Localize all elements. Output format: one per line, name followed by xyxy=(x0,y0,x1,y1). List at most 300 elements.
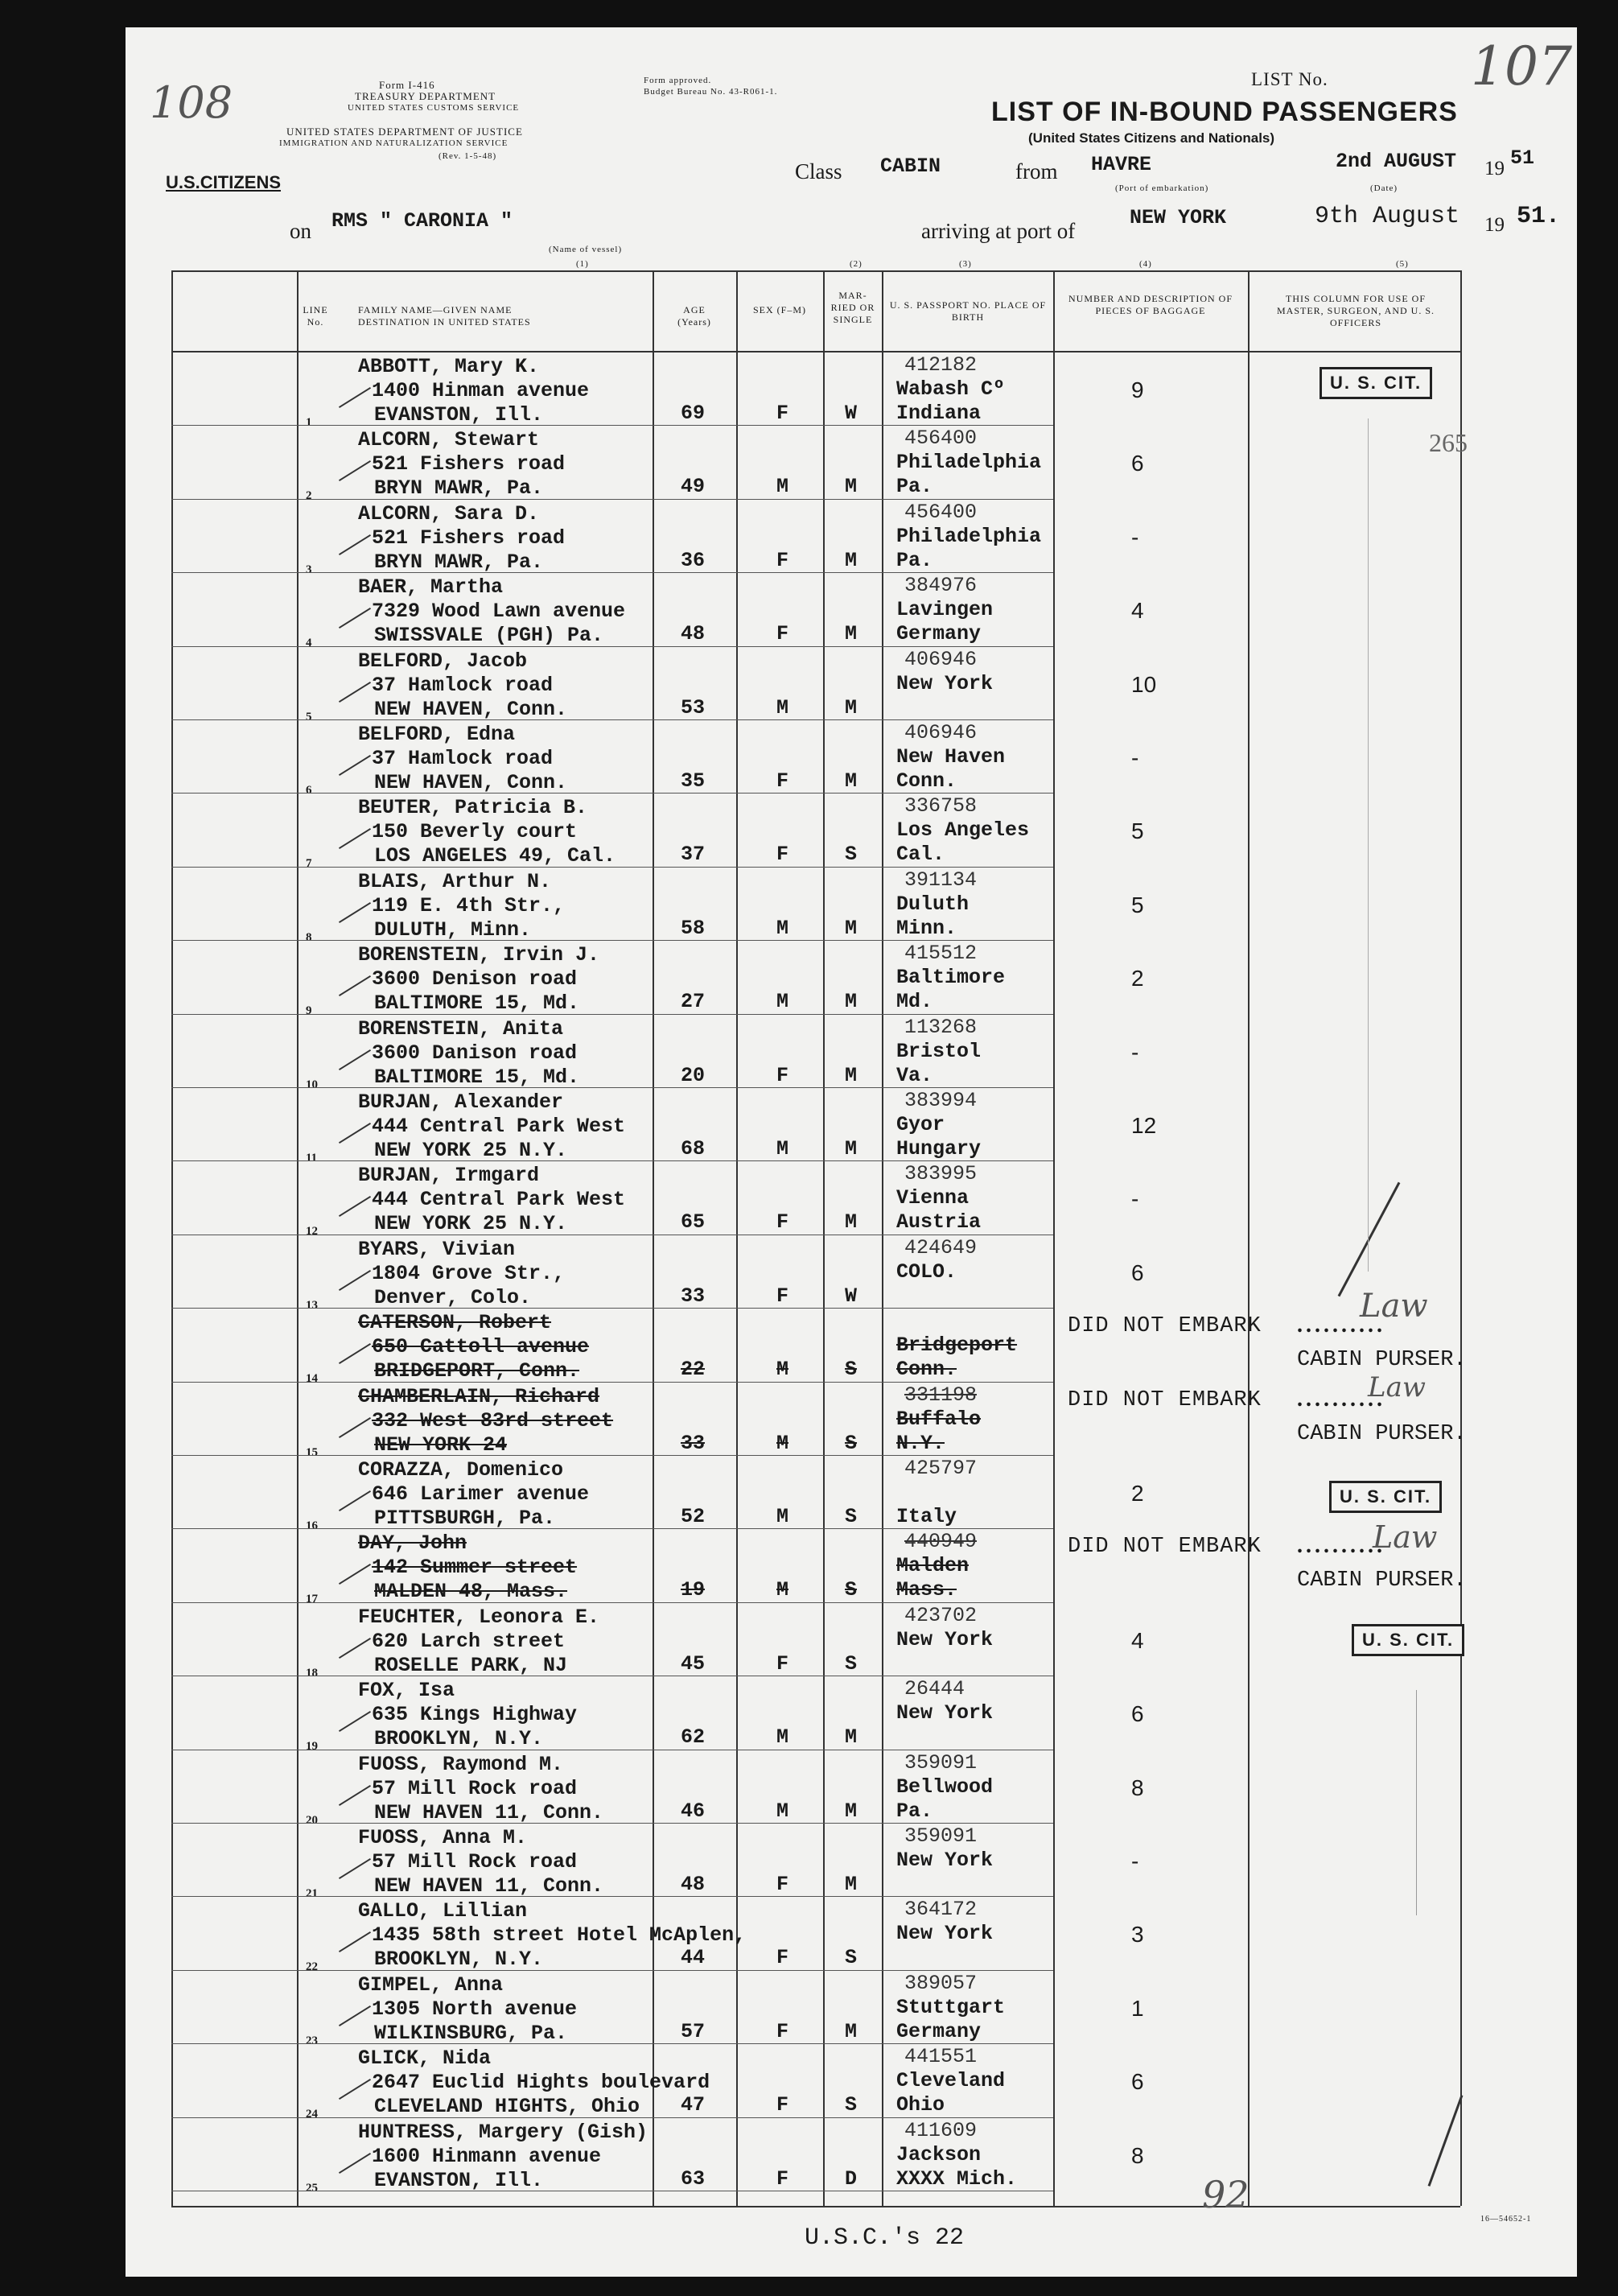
passenger-sex: M xyxy=(776,1137,789,1160)
passport-number: 440949 xyxy=(904,1530,978,1554)
line-number: 10 xyxy=(306,1078,318,1091)
leader-dots: .......... xyxy=(1297,1386,1385,1412)
passenger-age: 33 xyxy=(681,1284,706,1308)
birth-region: Hungary xyxy=(896,1137,982,1160)
marital-status: S xyxy=(845,1578,858,1602)
passenger-address: 646 Larimer avenue xyxy=(372,1482,590,1506)
passport-number: 415512 xyxy=(904,942,978,966)
passenger-city: PITTSBURGH, Pa. xyxy=(374,1507,556,1530)
passenger-name: FOX, Isa xyxy=(358,1679,455,1703)
passenger-address: 119 E. 4th Str., xyxy=(372,893,566,917)
passenger-sex: M xyxy=(776,1799,789,1823)
marital-status: S xyxy=(845,1358,858,1382)
passenger-sex: F xyxy=(776,1946,789,1970)
passenger-name: BORENSTEIN, Anita xyxy=(358,1016,564,1041)
passenger-address: 1804 Grove Str., xyxy=(372,1261,566,1285)
marital-status: M xyxy=(845,1210,858,1235)
passport-number: 331198 xyxy=(904,1383,978,1407)
marital-status: M xyxy=(845,916,858,940)
passenger-sex: M xyxy=(776,475,789,499)
arriving-label: arriving at port of xyxy=(921,219,1076,243)
baggage-count: 4 xyxy=(1131,1627,1144,1653)
row-separator xyxy=(171,1382,1053,1383)
passenger-address: 521 Fishers road xyxy=(372,452,566,476)
passenger-city: BALTIMORE 15, Md. xyxy=(374,1065,580,1089)
passenger-sex: M xyxy=(776,990,789,1014)
department-of-justice: UNITED STATES DEPARTMENT OF JUSTICE xyxy=(286,126,523,138)
marital-status: M xyxy=(845,695,858,719)
passenger-age: 35 xyxy=(681,769,706,793)
birth-region: Austria xyxy=(896,1210,982,1235)
birth-place: Bristol xyxy=(896,1039,982,1063)
marital-status: M xyxy=(845,1137,858,1160)
officer-pen-stroke xyxy=(1368,418,1369,1272)
from-label: from xyxy=(1015,159,1058,183)
birth-place: Cleveland xyxy=(896,2069,1006,2093)
birth-region: Va. xyxy=(896,1063,933,1087)
passport-number: 411609 xyxy=(904,2118,978,2142)
passenger-age: 58 xyxy=(681,916,706,940)
birth-region: Pa. xyxy=(896,475,933,499)
column-header-baggage: NUMBER AND DESCRIPTION OF PIECES OF BAGGAGE xyxy=(1068,293,1233,316)
baggage-count: 2 xyxy=(1131,966,1144,991)
row-separator xyxy=(171,1602,1053,1603)
line-number: 5 xyxy=(306,710,312,723)
birth-region: Ohio xyxy=(896,2093,945,2117)
passenger-city: BALTIMORE 15, Md. xyxy=(374,991,580,1016)
cabin-purser-signature: CABIN PURSER. xyxy=(1297,1348,1467,1373)
col-number-5: (5) xyxy=(1396,259,1409,269)
passenger-age: 62 xyxy=(681,1725,706,1750)
birth-place: Wabash Cº xyxy=(896,377,1006,401)
passport-number: 391134 xyxy=(904,868,978,892)
line-number: 9 xyxy=(306,1004,312,1018)
column-header-age: AGE (Years) xyxy=(677,304,711,328)
col-divider-passport xyxy=(882,270,883,2206)
passenger-address: 150 Beverly court xyxy=(372,820,578,844)
passenger-name: BURJAN, Irmgard xyxy=(358,1164,540,1188)
line-number: 16 xyxy=(306,1519,318,1532)
marital-status: S xyxy=(845,1431,858,1455)
passenger-age: 36 xyxy=(681,548,706,572)
passenger-age: 47 xyxy=(681,2093,706,2117)
baggage-count: 5 xyxy=(1131,818,1144,844)
birth-region: Pa. xyxy=(896,1799,933,1823)
passenger-age: 20 xyxy=(681,1063,706,1087)
birth-place: Jackson xyxy=(896,2142,982,2166)
passenger-city: BRYN MAWR, Pa. xyxy=(374,550,544,574)
marital-status: M xyxy=(845,1725,858,1750)
passport-number: 383994 xyxy=(904,1089,978,1112)
passenger-age: 48 xyxy=(681,622,706,646)
passenger-sex: F xyxy=(776,843,789,867)
passenger-name: CATERSON, Robert xyxy=(358,1311,552,1335)
birth-place: Lavingen xyxy=(896,598,994,622)
did-not-embark-note: DID NOT EMBARK xyxy=(1068,1314,1262,1339)
passenger-sex: M xyxy=(776,1725,789,1750)
marital-status: S xyxy=(845,1651,858,1676)
col-divider-married xyxy=(823,270,825,2206)
row-separator xyxy=(171,1896,1053,1897)
budget-bureau: Budget Bureau No. 43-R061-1. xyxy=(644,87,778,97)
passport-number: 336758 xyxy=(904,794,978,818)
birth-region: Minn. xyxy=(896,916,957,940)
passenger-age: 45 xyxy=(681,1651,706,1676)
passenger-city: DULUTH, Minn. xyxy=(374,917,532,942)
passenger-city: WILKINSBURG, Pa. xyxy=(374,2021,568,2045)
line-number: 14 xyxy=(306,1372,318,1386)
passenger-address: 444 Central Park West xyxy=(372,1115,626,1138)
passenger-sex: F xyxy=(776,402,789,425)
passenger-name: GLICK, Nida xyxy=(358,2047,492,2071)
did-not-embark-note: DID NOT EMBARK xyxy=(1068,1387,1262,1412)
passenger-name: BAER, Martha xyxy=(358,575,504,600)
passenger-age: 53 xyxy=(681,695,706,719)
passenger-sex: F xyxy=(776,1063,789,1087)
line-number: 11 xyxy=(306,1152,318,1164)
birth-region: Conn. xyxy=(896,1358,957,1382)
arrival-year: 51. xyxy=(1517,203,1561,230)
row-separator xyxy=(171,1308,1053,1309)
birth-place: Stuttgart xyxy=(896,1995,1006,2019)
passenger-sex: M xyxy=(776,916,789,940)
passenger-address: 332 West 83rd street xyxy=(372,1408,614,1432)
passenger-city: Denver, Colo. xyxy=(374,1285,532,1309)
passenger-city: NEW HAVEN 11, Conn. xyxy=(374,1800,604,1824)
passenger-sex: F xyxy=(776,2166,789,2191)
form-number: Form I-416 xyxy=(379,79,435,91)
bottom-scribble: 92 xyxy=(1202,2173,1250,2216)
passenger-city: BRIDGEPORT, Conn. xyxy=(374,1359,580,1383)
passport-number: 406946 xyxy=(904,721,978,744)
vessel-name: RMS " CARONIA " xyxy=(331,209,513,233)
passenger-age: 49 xyxy=(681,475,706,499)
col-divider-officers xyxy=(1248,270,1250,2206)
baggage-count: 6 xyxy=(1131,2069,1144,2095)
marital-status: M xyxy=(845,548,858,572)
line-number: 8 xyxy=(306,930,312,944)
class-value: CABIN xyxy=(880,155,941,178)
treasury-department: TREASURY DEPARTMENT xyxy=(355,90,496,102)
list-subtitle: (United States Citizens and Nationals) xyxy=(1028,130,1275,146)
passenger-name: BELFORD, Edna xyxy=(358,723,516,746)
row-separator xyxy=(171,1087,1053,1088)
passenger-sex: F xyxy=(776,1284,789,1308)
birth-place: Gyor xyxy=(896,1113,945,1136)
row-separator xyxy=(171,1160,1053,1161)
birth-place: Bridgeport xyxy=(896,1333,1018,1358)
row-separator xyxy=(171,1528,1053,1529)
line-number: 13 xyxy=(306,1298,318,1312)
passenger-sex: F xyxy=(776,2093,789,2117)
passenger-name: BURJAN, Alexander xyxy=(358,1090,564,1114)
col-divider-age xyxy=(653,270,654,2206)
line-number: 18 xyxy=(306,1666,318,1680)
passenger-name: ALCORN, Sara D. xyxy=(358,501,540,526)
baggage-count: 10 xyxy=(1131,671,1157,697)
passenger-age: 46 xyxy=(681,1799,706,1823)
table-bottom-rule xyxy=(171,2206,1460,2207)
passenger-city: BRYN MAWR, Pa. xyxy=(374,476,544,501)
passport-number: 359091 xyxy=(904,1750,978,1775)
marital-status: S xyxy=(845,1946,858,1970)
baggage-count: 6 xyxy=(1131,1259,1144,1285)
passport-number: 441551 xyxy=(904,2045,978,2069)
arrival-port: NEW YORK xyxy=(1130,206,1227,229)
passenger-city: MALDEN 48, Mass. xyxy=(374,1580,568,1604)
table-header-rule xyxy=(171,351,1460,352)
passenger-age: 57 xyxy=(681,2019,706,2043)
passenger-city: CLEVELAND HIGHTS, Ohio xyxy=(374,2095,640,2119)
col-divider-line xyxy=(297,270,298,2206)
baggage-count: 2 xyxy=(1131,1481,1144,1506)
marital-status: M xyxy=(845,2019,858,2043)
passenger-age: 27 xyxy=(681,990,706,1014)
marital-status: W xyxy=(845,1284,858,1308)
line-number: 12 xyxy=(306,1225,318,1239)
row-separator xyxy=(171,867,1053,868)
passenger-name: FUOSS, Raymond M. xyxy=(358,1752,564,1776)
passenger-age: 19 xyxy=(681,1578,706,1602)
row-separator xyxy=(171,499,1053,500)
arrival-date: 9th August xyxy=(1315,203,1460,230)
passport-number: 364172 xyxy=(904,1898,978,1922)
col-number-3: (3) xyxy=(959,259,972,269)
col-divider-sex xyxy=(736,270,738,2206)
col-divider-baggage xyxy=(1053,270,1055,2206)
passenger-sex: F xyxy=(776,1210,789,1235)
passenger-city: SWISSVALE (PGH) Pa. xyxy=(374,624,604,648)
row-separator xyxy=(171,2117,1053,2118)
row-separator xyxy=(171,1823,1053,1824)
purser-initials: Law xyxy=(1373,1519,1438,1555)
passenger-address: 521 Fishers road xyxy=(372,526,566,550)
passenger-name: BORENSTEIN, Irvin J. xyxy=(358,943,600,967)
passenger-sex: M xyxy=(776,1578,789,1602)
marital-status: S xyxy=(845,843,858,867)
line-number: 24 xyxy=(306,2108,318,2121)
cabin-purser-signature: CABIN PURSER. xyxy=(1297,1421,1467,1446)
birth-region: Mass. xyxy=(896,1578,957,1602)
row-separator xyxy=(171,2043,1053,2044)
passenger-name: GIMPEL, Anna xyxy=(358,1972,504,1997)
baggage-count: - xyxy=(1131,745,1139,770)
passenger-sex: F xyxy=(776,769,789,793)
passport-number: 424649 xyxy=(904,1235,978,1259)
birth-place: Baltimore xyxy=(896,966,1006,990)
birth-region: Germany xyxy=(896,2019,982,2043)
table-left-border xyxy=(171,270,173,2206)
passport-number: 412182 xyxy=(904,353,978,377)
row-separator xyxy=(171,719,1053,720)
passenger-city: NEW HAVEN, Conn. xyxy=(374,771,568,794)
form-approved: Form approved. xyxy=(644,76,712,85)
passenger-sex: F xyxy=(776,1873,789,1896)
passenger-sex: F xyxy=(776,2019,789,2043)
purser-initials: Law xyxy=(1368,1371,1426,1404)
list-title: LIST OF IN-BOUND PASSENGERS xyxy=(991,97,1458,127)
passenger-city: ROSELLE PARK, NJ xyxy=(374,1653,568,1677)
passenger-age: 37 xyxy=(681,843,706,867)
birth-place: Philadelphia xyxy=(896,524,1042,548)
line-number: 25 xyxy=(306,2181,318,2195)
embarkation-date: 2nd AUGUST xyxy=(1336,150,1457,173)
table-top-rule xyxy=(171,270,1460,272)
column-header-name: FAMILY NAME—GIVEN NAME DESTINATION IN UNITED STATES xyxy=(358,304,531,328)
passenger-sex: M xyxy=(776,1505,789,1528)
did-not-embark-note: DID NOT EMBARK xyxy=(1068,1535,1262,1560)
marital-status: M xyxy=(845,1873,858,1896)
margin-note-right: 107 xyxy=(1471,35,1572,97)
row-separator xyxy=(171,646,1053,647)
arrival-year-prefix: 19 xyxy=(1484,214,1505,236)
passenger-sex: M xyxy=(776,1431,789,1455)
baggage-count: 6 xyxy=(1131,451,1144,476)
passport-number: 389057 xyxy=(904,1971,978,1995)
passenger-name: ABBOTT, Mary K. xyxy=(358,355,540,378)
passenger-city: EVANSTON, Ill. xyxy=(374,403,544,427)
marital-status: M xyxy=(845,622,858,646)
line-number: 2 xyxy=(306,489,312,503)
passenger-address: 650 Cattoll avenue xyxy=(372,1335,590,1359)
birth-region: Cal. xyxy=(896,843,945,867)
row-separator xyxy=(171,572,1053,573)
passenger-address: 635 Kings Highway xyxy=(372,1703,578,1727)
birth-place: Buffalo xyxy=(896,1407,982,1431)
passenger-city: NEW YORK 24 xyxy=(374,1432,508,1457)
passenger-address: 57 Mill Rock road xyxy=(372,1776,578,1800)
passenger-sex: F xyxy=(776,548,789,572)
passenger-name: BYARS, Vivian xyxy=(358,1237,516,1261)
passenger-city: NEW YORK 25 N.Y. xyxy=(374,1212,568,1236)
passport-number: 425797 xyxy=(904,1457,978,1480)
baggage-count: 9 xyxy=(1131,377,1144,402)
passport-number: 406946 xyxy=(904,647,978,671)
baggage-count: 8 xyxy=(1131,1775,1144,1800)
port-embarkation-caption: (Port of embarkation) xyxy=(1115,183,1209,193)
cabin-purser-signature: CABIN PURSER. xyxy=(1297,1568,1467,1593)
passenger-sex: F xyxy=(776,1651,789,1676)
embarkation-year: 51 xyxy=(1510,146,1535,170)
line-number: 6 xyxy=(306,784,312,797)
vessel-caption: (Name of vessel) xyxy=(549,245,623,254)
baggage-count: 3 xyxy=(1131,1922,1144,1948)
birth-place: New York xyxy=(896,671,994,695)
passenger-age: 52 xyxy=(681,1505,706,1528)
passenger-name: CORAZZA, Domenico xyxy=(358,1458,564,1482)
us-citizens-label: U.S.CITIZENS xyxy=(166,172,282,192)
birth-place: Philadelphia xyxy=(896,451,1042,475)
row-separator xyxy=(171,425,1053,426)
marital-status: M xyxy=(845,475,858,499)
passenger-name: HUNTRESS, Margery (Gish) xyxy=(358,2120,648,2144)
baggage-count: 12 xyxy=(1131,1113,1157,1138)
passenger-name: FUOSS, Anna M. xyxy=(358,1826,528,1849)
line-number: 7 xyxy=(306,857,312,871)
birth-region: Conn. xyxy=(896,769,957,793)
list-number-label: LIST No. xyxy=(1251,69,1328,89)
row-separator xyxy=(171,940,1053,941)
marital-status: M xyxy=(845,1799,858,1823)
birth-place: New York xyxy=(896,1627,994,1651)
passenger-age: 68 xyxy=(681,1137,706,1160)
cumulative-count: 265 xyxy=(1429,428,1468,457)
passenger-sex: M xyxy=(776,1358,789,1382)
passenger-address: 1435 58th street Hotel McAplen, xyxy=(372,1923,747,1948)
passenger-name: BLAIS, Arthur N. xyxy=(358,869,552,893)
baggage-count: 1 xyxy=(1131,1995,1144,2021)
birth-place: Bellwood xyxy=(896,1775,994,1799)
birth-region: N.Y. xyxy=(896,1431,945,1455)
birth-place: New York xyxy=(896,1922,994,1946)
line-number: 17 xyxy=(306,1593,318,1606)
row-separator xyxy=(171,793,1053,794)
passenger-address: 57 Mill Rock road xyxy=(372,1850,578,1873)
passenger-age: 44 xyxy=(681,1946,706,1970)
passport-number: 456400 xyxy=(904,500,978,524)
passenger-city: NEW YORK 25 N.Y. xyxy=(374,1139,568,1162)
passenger-address: 37 Hamlock road xyxy=(372,673,554,697)
column-header-married: MAR-RIED OR SINGLE xyxy=(830,290,875,325)
passenger-sex: F xyxy=(776,622,789,646)
passenger-address: 3600 Danison road xyxy=(372,1041,578,1065)
birth-region: Md. xyxy=(896,990,933,1014)
passenger-name: DAY, John xyxy=(358,1531,467,1556)
birth-place: Malden xyxy=(896,1554,970,1578)
passenger-address: 2647 Euclid Hights boulevard xyxy=(372,2071,710,2095)
passenger-address: 37 Hamlock road xyxy=(372,747,554,770)
passenger-address: 7329 Wood Lawn avenue xyxy=(372,600,626,624)
col-number-4: (4) xyxy=(1139,259,1152,269)
embarkation-port: HAVRE xyxy=(1091,153,1152,176)
class-label: Class xyxy=(795,159,842,183)
line-number: 4 xyxy=(306,637,312,650)
line-number: 3 xyxy=(306,563,312,576)
passenger-city: NEW HAVEN 11, Conn. xyxy=(374,1874,604,1898)
col-number-1: (1) xyxy=(576,259,589,269)
margin-note-left: 108 xyxy=(150,77,233,128)
purser-initials: Law xyxy=(1360,1288,1428,1325)
immigration-service: IMMIGRATION AND NATURALIZATION SERVICE xyxy=(279,138,508,148)
passenger-address: 1305 North avenue xyxy=(372,1997,578,2021)
birth-place: Vienna xyxy=(896,1186,970,1210)
line-number: 20 xyxy=(306,1813,318,1827)
birth-place: COLO. xyxy=(896,1259,957,1284)
birth-place: New Haven xyxy=(896,745,1006,769)
passenger-address: 620 Larch street xyxy=(372,1629,566,1653)
leader-dots: .......... xyxy=(1297,1313,1385,1338)
passport-number: 113268 xyxy=(904,1015,978,1039)
us-citizen-stamp: U. S. CIT. xyxy=(1320,367,1432,399)
baggage-count: - xyxy=(1131,1039,1139,1065)
baggage-count: 4 xyxy=(1131,598,1144,624)
birth-place: Duluth xyxy=(896,892,970,916)
birth-region: Indiana xyxy=(896,402,982,425)
line-number: 23 xyxy=(306,2034,318,2047)
officer-pen-stroke xyxy=(1416,1690,1417,1915)
marital-status: D xyxy=(845,2166,858,2191)
row-separator xyxy=(171,1970,1053,1971)
passenger-address: 3600 Denison road xyxy=(372,967,578,991)
marital-status: M xyxy=(845,769,858,793)
embarkation-year-prefix: 19 xyxy=(1484,158,1505,179)
on-label: on xyxy=(290,219,311,243)
marital-status: M xyxy=(845,990,858,1014)
birth-place: New York xyxy=(896,1701,994,1725)
passenger-age: 33 xyxy=(681,1431,706,1455)
passenger-name: BEUTER, Patricia B. xyxy=(358,796,588,820)
column-header-passport: U. S. PASSPORT NO. PLACE OF BIRTH xyxy=(889,299,1047,323)
